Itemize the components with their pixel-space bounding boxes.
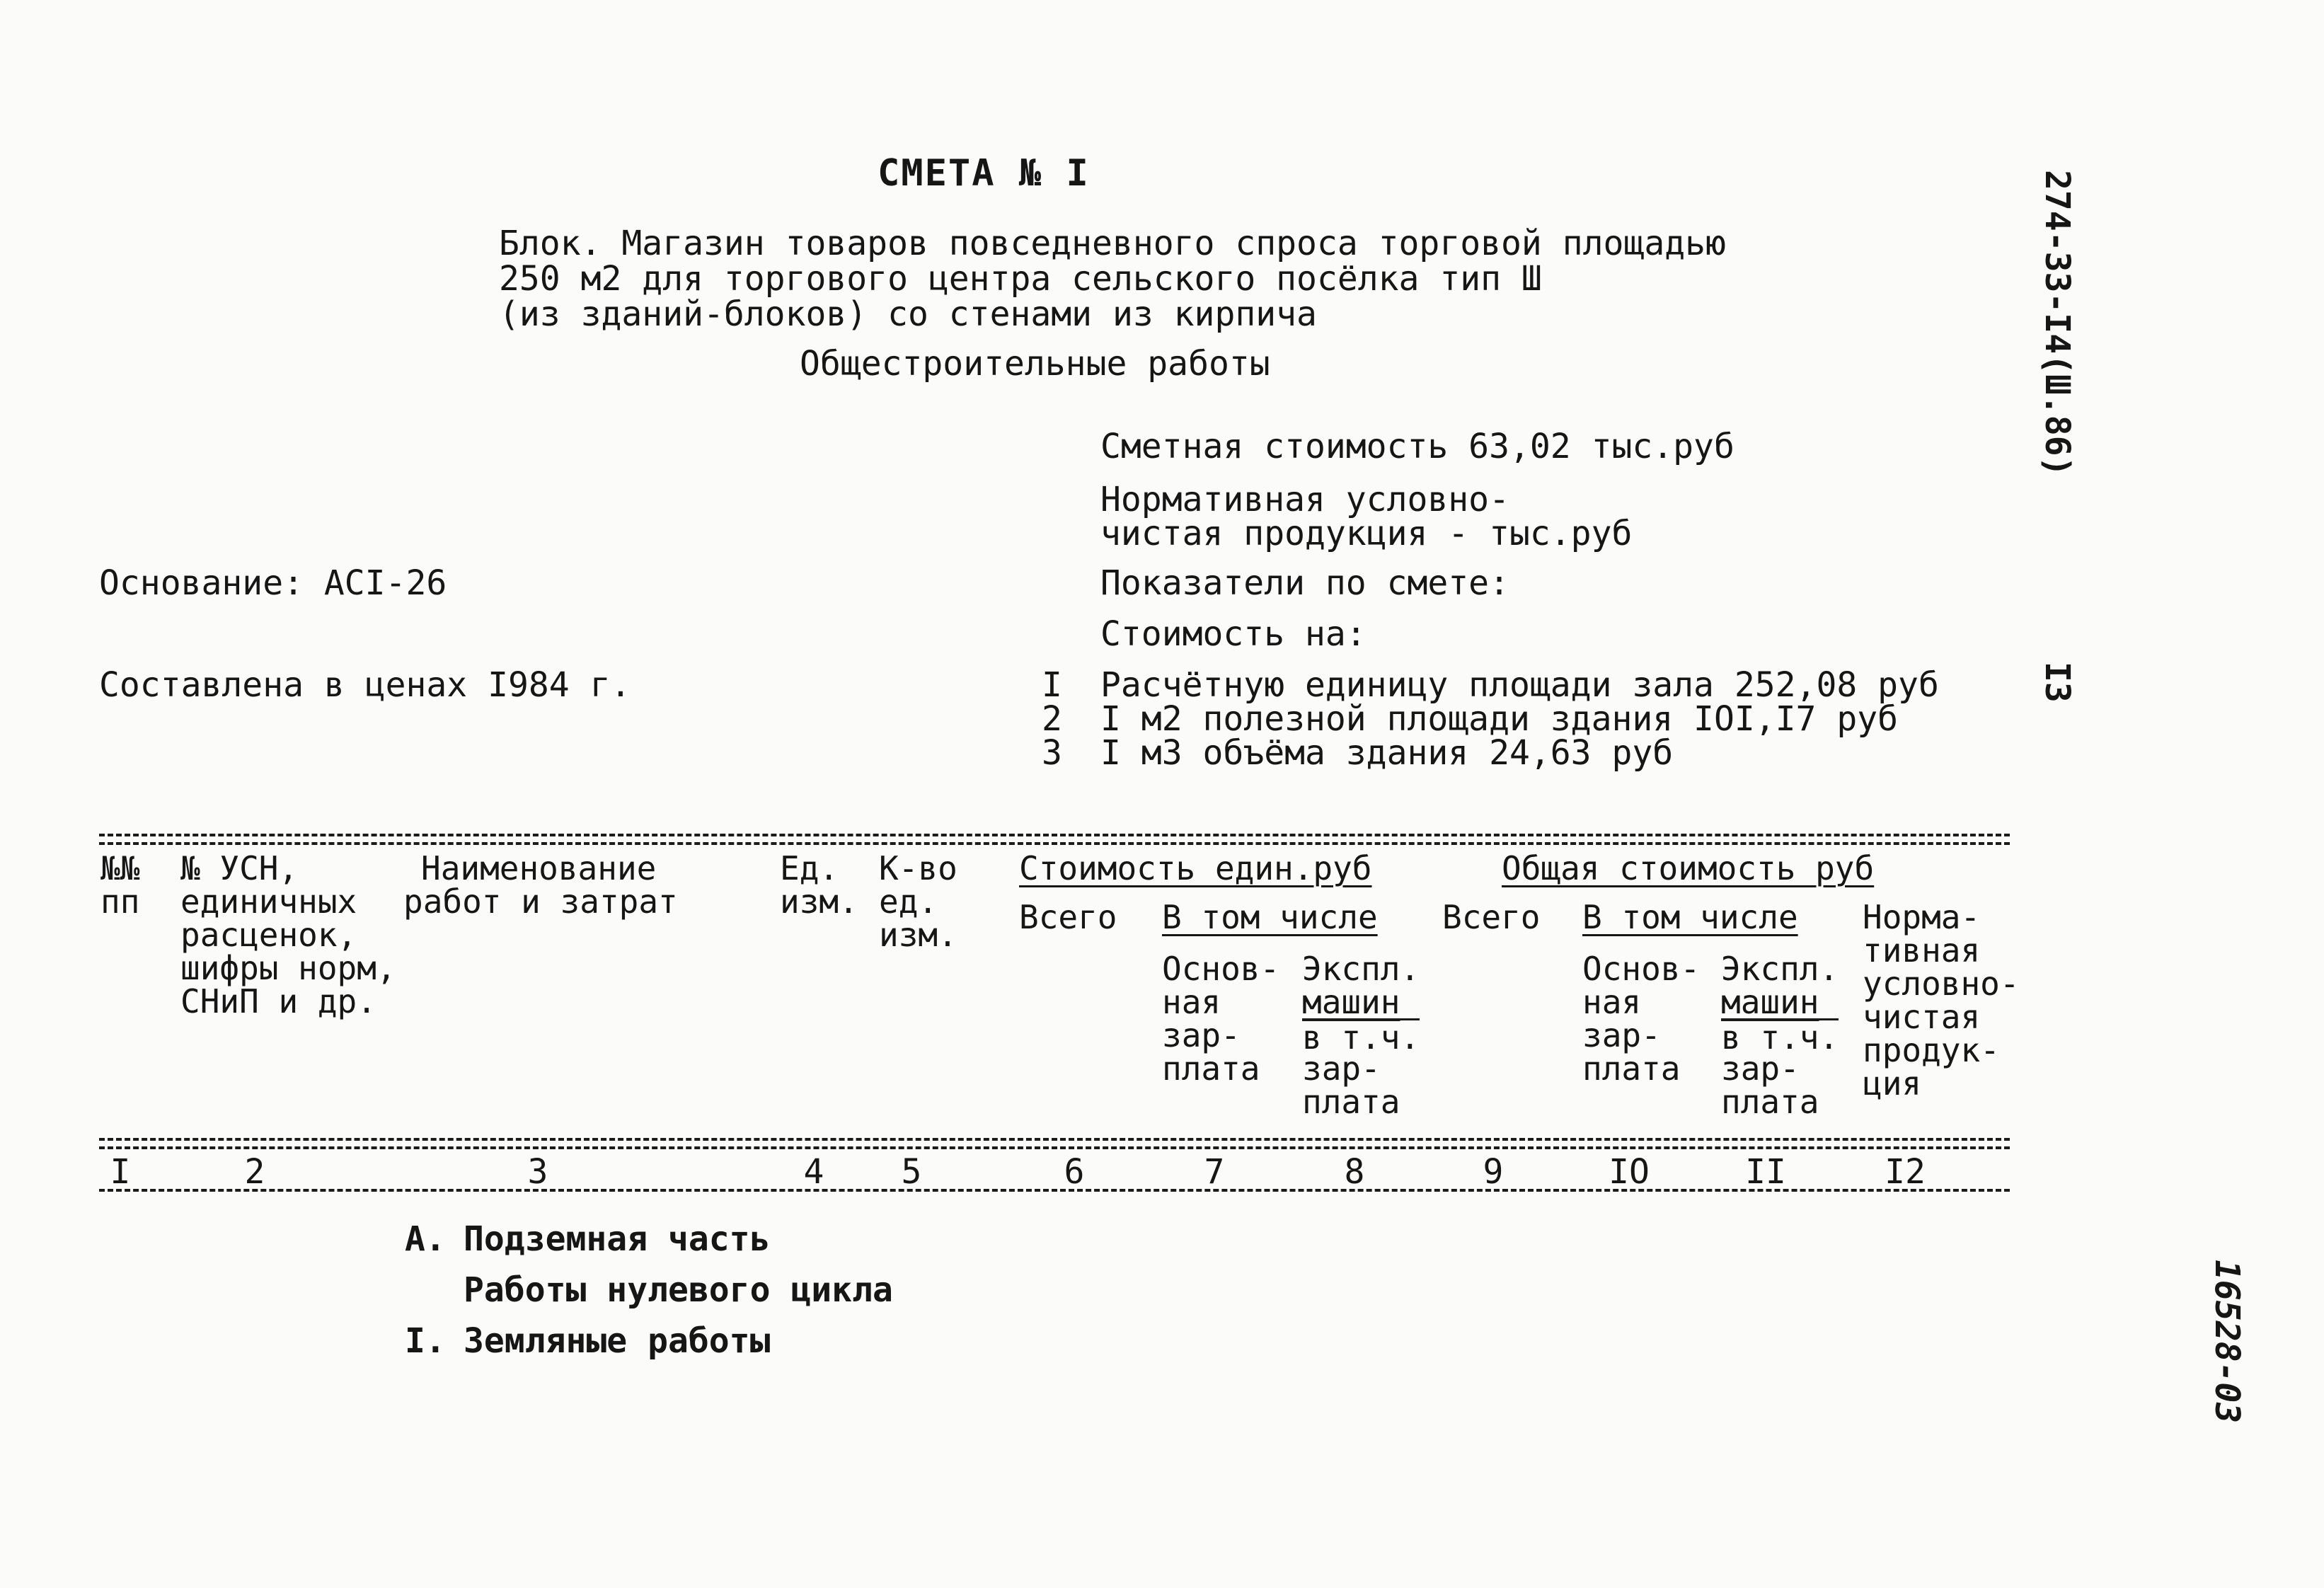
col-number-10: IO bbox=[1609, 1152, 1650, 1192]
document-title: СМЕТА № I bbox=[878, 152, 1090, 195]
indicator-2-num: 2 bbox=[1042, 699, 1062, 739]
header-unit-machines-sub-3: плата bbox=[1302, 1083, 1400, 1121]
section-zero-cycle: Работы нулевого цикла bbox=[464, 1270, 893, 1310]
subtitle-line-2: 250 м2 для торгового центра сельского посёлка тип Ш bbox=[499, 259, 1542, 299]
section-1-title: Земляные работы bbox=[464, 1321, 771, 1361]
header-unit-salary-line-4: плата bbox=[1162, 1049, 1260, 1088]
col-number-2: 2 bbox=[244, 1152, 265, 1192]
col-number-5: 5 bbox=[901, 1152, 922, 1192]
header-total-including: В том числе bbox=[1582, 898, 1798, 936]
page-number: I3 bbox=[2037, 662, 2077, 703]
estimated-cost: Сметная стоимость 63,02 тыс.руб bbox=[1100, 427, 1735, 466]
header-unit-total: Всего bbox=[1019, 898, 1117, 936]
header-unit-salary-line-1: Основ- bbox=[1162, 950, 1280, 988]
header-total-salary-line-3: зар- bbox=[1582, 1016, 1661, 1054]
header-name-line-1: Наименование bbox=[421, 849, 657, 887]
section-a-mark: А. bbox=[405, 1219, 446, 1259]
header-qty-line-1: К-во bbox=[879, 849, 957, 887]
col-number-1: I bbox=[110, 1152, 131, 1192]
indicator-1-text: Расчётную единицу площади зала 252,08 руб bbox=[1100, 665, 1939, 705]
works-type: Общестроительные работы bbox=[800, 344, 1270, 384]
col-number-4: 4 bbox=[803, 1152, 824, 1192]
header-normative-line-2: тивная bbox=[1863, 931, 1981, 970]
normative-product-line-1: Нормативная условно- bbox=[1100, 480, 1509, 519]
header-total-salary-line-4: плата bbox=[1582, 1049, 1681, 1088]
col-number-3: 3 bbox=[527, 1152, 548, 1192]
header-qty-line-3: изм. bbox=[879, 916, 957, 954]
indicator-3-text: I м3 объёма здания 24,63 руб bbox=[1100, 733, 1674, 773]
indicator-3-num: 3 bbox=[1042, 733, 1062, 773]
normative-product-line-2: чистая продукция - тыс.руб bbox=[1100, 514, 1633, 553]
header-total-machines-line-1: Экспл. bbox=[1721, 950, 1839, 988]
cost-for: Стоимость на: bbox=[1100, 614, 1367, 654]
header-normative-line-6: ция bbox=[1863, 1064, 1922, 1103]
header-unit-line-1: Ед. bbox=[780, 849, 839, 887]
header-qty-line-2: ед. bbox=[879, 882, 938, 921]
header-bottom-rule-2 bbox=[99, 1146, 2010, 1149]
header-usn-line-3: расценок, bbox=[180, 916, 357, 954]
margin-note: 16528-03 bbox=[2207, 1260, 2247, 1424]
basis: Основание: АСI-26 bbox=[99, 563, 447, 603]
header-unit-machines-sub-2: зар- bbox=[1302, 1049, 1381, 1088]
header-total-machines-sub-3: плата bbox=[1721, 1083, 1819, 1121]
header-total-total: Всего bbox=[1442, 898, 1541, 936]
section-a-title: Подземная часть bbox=[464, 1219, 771, 1259]
header-total-salary-line-2: ная bbox=[1582, 983, 1642, 1021]
header-unit-including: В том числе bbox=[1162, 898, 1378, 936]
col-number-7: 7 bbox=[1204, 1152, 1225, 1192]
indicator-2-text: I м2 полезной площади здания IOI,I7 руб bbox=[1100, 699, 1899, 739]
header-unit-salary-line-3: зар- bbox=[1162, 1016, 1241, 1054]
header-total-machines-sub-1: в т.ч. bbox=[1721, 1018, 1839, 1057]
header-unit-cost: Стоимость един.руб bbox=[1019, 849, 1372, 887]
header-usn-line-4: шифры норм, bbox=[180, 949, 396, 987]
header-name-line-2: работ и затрат bbox=[403, 882, 678, 921]
subtitle-line-1: Блок. Магазин товаров повседневного спроса торговой площадью bbox=[499, 224, 1726, 263]
table-top-rule bbox=[99, 834, 2010, 836]
header-total-salary-line-1: Основ- bbox=[1582, 950, 1701, 988]
header-normative-line-1: Норма- bbox=[1863, 898, 1981, 936]
header-unit-machines-sub-1: в т.ч. bbox=[1302, 1018, 1420, 1057]
col-number-12: I2 bbox=[1885, 1152, 1926, 1192]
header-unit-machines-line-2: машин bbox=[1302, 983, 1400, 1021]
header-normative-line-4: чистая bbox=[1863, 998, 1981, 1036]
col-number-9: 9 bbox=[1483, 1152, 1504, 1192]
col-number-6: 6 bbox=[1064, 1152, 1085, 1192]
col-number-8: 8 bbox=[1344, 1152, 1365, 1192]
header-usn-line-2: единичных bbox=[180, 882, 357, 921]
header-total-machines-line-2: машин bbox=[1721, 983, 1819, 1021]
col-number-11: II bbox=[1745, 1152, 1786, 1192]
header-bottom-rule bbox=[99, 1138, 2010, 1141]
header-usn-line-5: СНиП и др. bbox=[180, 982, 376, 1020]
header-num-line-1: №№ bbox=[100, 849, 140, 887]
table-top-rule-2 bbox=[99, 842, 2010, 845]
header-normative-line-3: условно- bbox=[1863, 965, 2020, 1003]
header-unit-salary-line-2: ная bbox=[1162, 983, 1221, 1021]
header-unit-line-2: изм. bbox=[780, 882, 858, 921]
header-usn-line-1: № УСН, bbox=[180, 849, 299, 887]
subtitle-line-3: (из зданий-блоков) со стенами из кирпича bbox=[499, 294, 1317, 334]
section-1-mark: I. bbox=[405, 1321, 446, 1361]
header-normative-line-5: продук- bbox=[1863, 1031, 2000, 1069]
header-unit-machines-line-1: Экспл. bbox=[1302, 950, 1420, 988]
indicators-title: Показатели по смете: bbox=[1100, 563, 1509, 603]
header-total-machines-sub-2: зар- bbox=[1721, 1049, 1800, 1088]
side-document-code: 274-33-I4(Ш.86) bbox=[2037, 170, 2077, 477]
prices-year: Составлена в ценах I984 г. bbox=[99, 665, 631, 705]
header-num-line-2: пп bbox=[100, 882, 140, 921]
header-total-cost: Общая стоимость руб bbox=[1502, 849, 1875, 887]
indicator-1-num: I bbox=[1042, 665, 1062, 705]
